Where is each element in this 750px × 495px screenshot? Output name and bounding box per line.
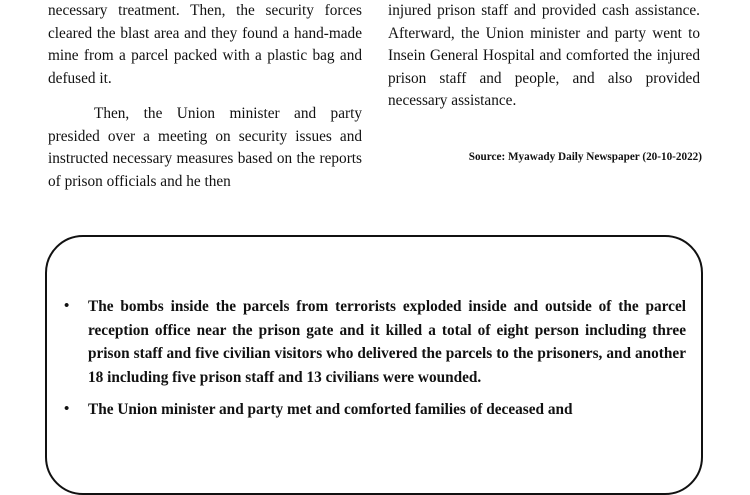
highlight-list [64, 295, 686, 431]
source-citation: Source: Myawady Daily Newspaper (20-10-2022) [468, 151, 702, 163]
left-paragraph-2: Then, the Union minister and party presided over a meeting on security issues and instructed necessary measures based on the reports of prison officials and he then [48, 105, 362, 190]
list-item [64, 295, 686, 389]
right-paragraph-1: injured prison staff and provided cash assistance. Afterward, the Union minister and party went to Insein General Hospital and comforted the injured prison staff and people, and also provided necessary assistance. [388, 2, 700, 109]
bullet-icon: • [64, 298, 70, 314]
bullet-icon: • [64, 401, 70, 418]
left-column [48, 0, 362, 193]
list-item [64, 398, 686, 422]
left-paragraph-1: necessary treatment. Then, the security forces cleared the blast area and they found a hand-made mine from a parcel packed with a plastic bag and defused it. [48, 2, 362, 87]
right-column [388, 0, 700, 113]
list-item-text: The Union minister and party met and comforted families of deceased and [88, 401, 573, 419]
list-item-text: The bombs inside the parcels from terrorists exploded inside and outside of the parcel reception office near the prison gate and it killed a total of eight person including three prison staff and five civilian visitors who delivered the parcels to the prisoners, and another 18 including five prison staff and 13 civilians were wounded. [88, 298, 686, 386]
